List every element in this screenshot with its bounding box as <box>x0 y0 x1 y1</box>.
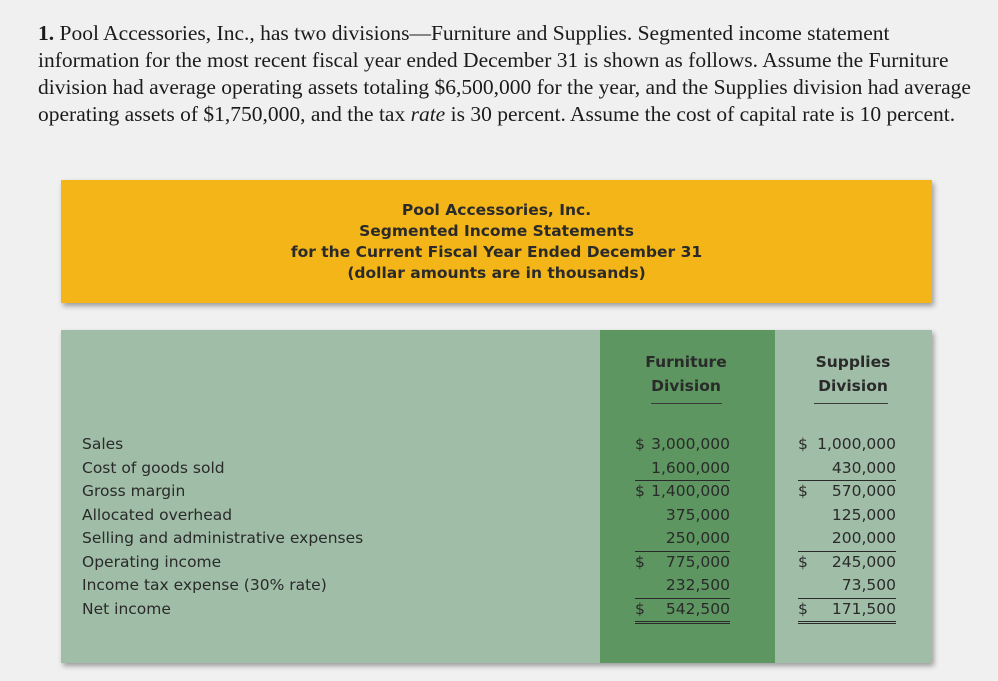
supplies-sales: $ 1,000,000 <box>798 435 896 453</box>
income-statement-table <box>61 330 932 663</box>
supplies-header-rule <box>814 403 888 404</box>
problem-statement <box>38 20 978 128</box>
row-label-cogs: Cost of goods sold <box>82 458 225 477</box>
supplies-cogs: 430,000 <box>798 457 896 482</box>
row-label-income-tax: Income tax expense (30% rate) <box>82 576 327 594</box>
statement-period: for the Current Fiscal Year Ended December 31 <box>290 243 703 261</box>
company-name: Pool Accessories, Inc. <box>401 201 592 219</box>
supplies-operating-income: $ 245,000 <box>798 552 896 571</box>
statement-header-box <box>61 180 932 303</box>
furniture-selling-admin: 250,000 <box>635 527 730 552</box>
furniture-allocated-overhead: 375,000 <box>665 505 730 524</box>
furniture-income-tax: 232,500 <box>635 574 730 599</box>
supplies-allocated-overhead: 125,000 <box>831 505 896 524</box>
row-label-net-income: Net income <box>82 599 171 618</box>
row-label-gross-margin: Gross margin <box>82 482 186 500</box>
row-label-sales: Sales <box>82 435 124 453</box>
problem-text-part-2: is 30 percent. Assume the cost of capital rate is 10 percent. <box>445 102 956 126</box>
row-label-selling-admin: Selling and administrative expenses <box>82 529 364 547</box>
furniture-column-header: Furniture Division <box>645 353 727 395</box>
supplies-column-header: Supplies Division <box>815 353 891 395</box>
furniture-net-income: $ 542,500 <box>635 598 730 625</box>
supplies-selling-admin: 200,000 <box>798 527 896 552</box>
row-label-allocated-overhead: Allocated overhead <box>82 505 233 524</box>
furniture-gross-margin: $ 1,400,000 <box>635 482 730 500</box>
supplies-net-income: $ 171,500 <box>798 598 896 625</box>
problem-number: 1. <box>38 21 55 45</box>
row-label-operating-income: Operating income <box>82 552 222 571</box>
problem-text-part-1: Pool Accessories, Inc., has two divisions—Furniture and Supplies. Segmented income statement information for the most recent fiscal year ended December 31 is shown as follows. Assume the Furniture division had average operating assets totaling $6,500,000 for the year, and the Supplies division had average operating assets of $1,750,000, and the tax <box>38 21 971 126</box>
statement-units-note: (dollar amounts are in thousands) <box>347 264 646 282</box>
problem-rate-word: rate <box>410 102 446 126</box>
statement-title: Segmented Income Statements <box>359 222 634 240</box>
furniture-sales: $ 3,000,000 <box>635 435 730 453</box>
furniture-cogs: 1,600,000 <box>635 457 730 482</box>
furniture-header-rule <box>651 403 722 404</box>
supplies-income-tax: 73,500 <box>798 574 896 599</box>
furniture-operating-income: $ 775,000 <box>635 552 730 571</box>
supplies-gross-margin: $ 570,000 <box>798 482 896 500</box>
